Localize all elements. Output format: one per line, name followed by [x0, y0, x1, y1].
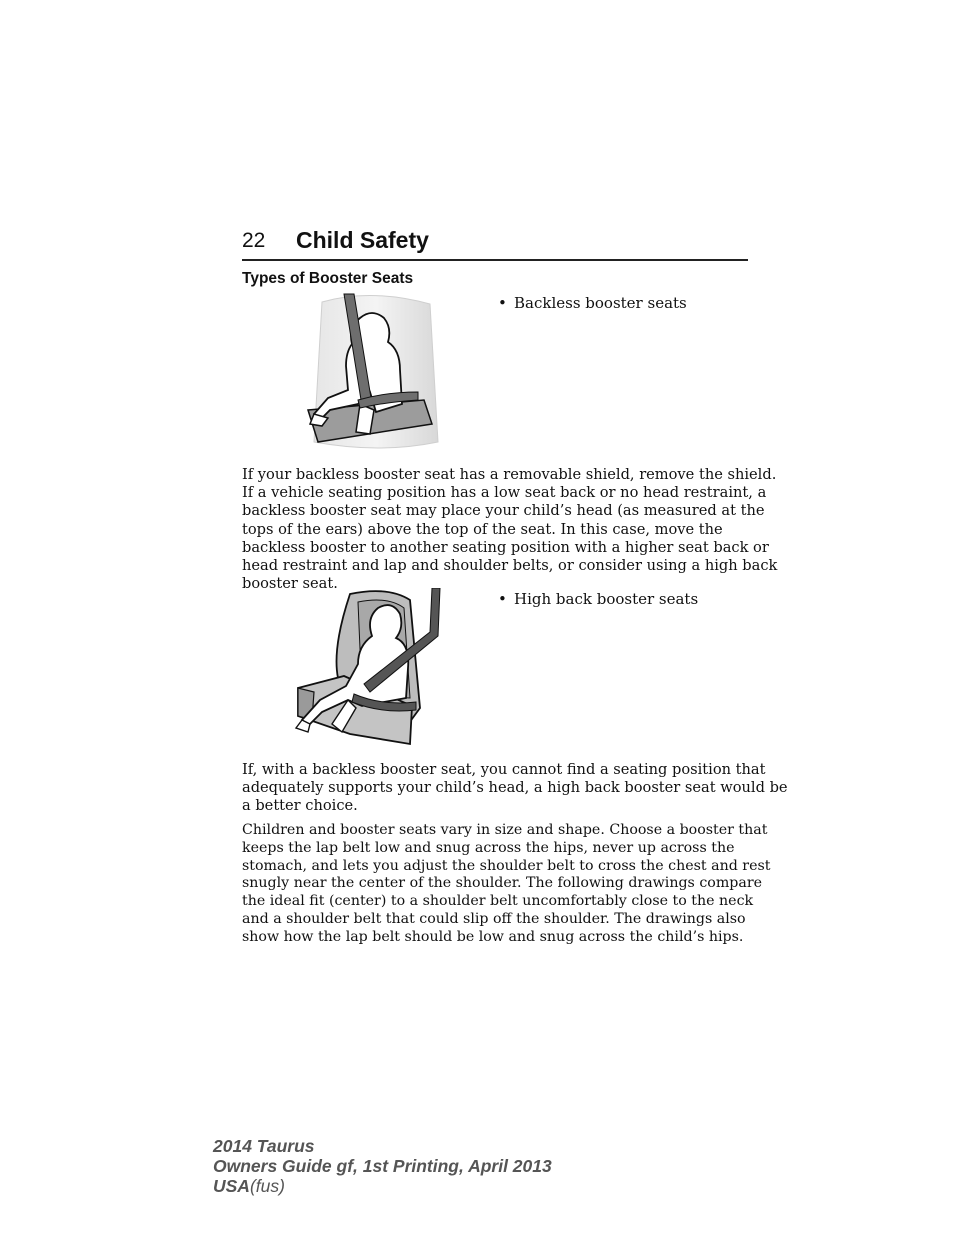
bullet-label: Backless booster seats — [514, 294, 687, 312]
text-line: stomach, and lets you adjust the shoulder belt to cross the chest and rest — [242, 857, 771, 874]
footer-printing: Owners Guide gf, 1st Printing, April 2013 — [213, 1156, 552, 1176]
text-line: keeps the lap belt low and snug across the hips, never up across the — [242, 839, 735, 856]
text-line: show how the lap belt should be low and snug across the child’s hips. — [242, 928, 744, 945]
text-line: If, with a backless booster seat, you cannot find a seating position that — [242, 761, 766, 778]
footer — [213, 1136, 552, 1196]
section-heading: Types of Booster Seats — [242, 270, 414, 287]
text-line: snugly near the center of the shoulder. The following drawings compare — [242, 875, 762, 892]
footer-region-code: USA — [213, 1176, 250, 1196]
chapter-title: Child Safety — [296, 227, 429, 253]
text-line: backless booster seat may place your child’s head (as measured at the — [242, 502, 765, 520]
backless-booster-illustration — [300, 292, 440, 456]
page-number: 22 — [242, 229, 266, 252]
bullet-dot-icon: • — [498, 294, 507, 312]
footer-model: 2014 Taurus — [213, 1136, 315, 1156]
text-line: If your backless booster seat has a removable shield, remove the shield. — [242, 466, 777, 483]
paragraph-better-choice — [242, 761, 788, 816]
paragraph-backless-guidance — [242, 466, 778, 593]
text-line: head restraint and lap and shoulder belts, or consider using a high back — [242, 557, 778, 575]
text-line: tops of the ears) above the top of the seat. In this case, move the — [242, 520, 723, 538]
text-line: booster seat. — [242, 575, 338, 593]
text-line: Children and booster seats vary in size and shape. Choose a booster that — [242, 822, 768, 838]
text-line: backless booster to another seating position with a higher seat back or — [242, 538, 769, 556]
header-rule — [242, 259, 748, 261]
text-line: the ideal fit (center) to a shoulder belt uncomfortably close to the neck — [242, 893, 754, 910]
bullet-label: High back booster seats — [514, 590, 699, 608]
bullet-dot-icon: • — [498, 590, 507, 608]
footer-region-suffix: (fus) — [249, 1176, 285, 1196]
bullet-high-back-booster — [498, 590, 698, 608]
footer-region — [213, 1176, 552, 1196]
text-line: a better choice. — [242, 797, 358, 815]
bullet-backless-booster — [498, 294, 687, 312]
text-line: and a shoulder belt that could slip off the shoulder. The drawings also — [242, 910, 746, 927]
paragraph-fit-guidance — [242, 822, 771, 947]
high-back-booster-illustration — [292, 588, 442, 748]
text-line: If a vehicle seating position has a low seat back or no head restraint, a — [242, 484, 767, 502]
text-line: adequately supports your child’s head, a high back booster seat would be — [242, 779, 788, 797]
